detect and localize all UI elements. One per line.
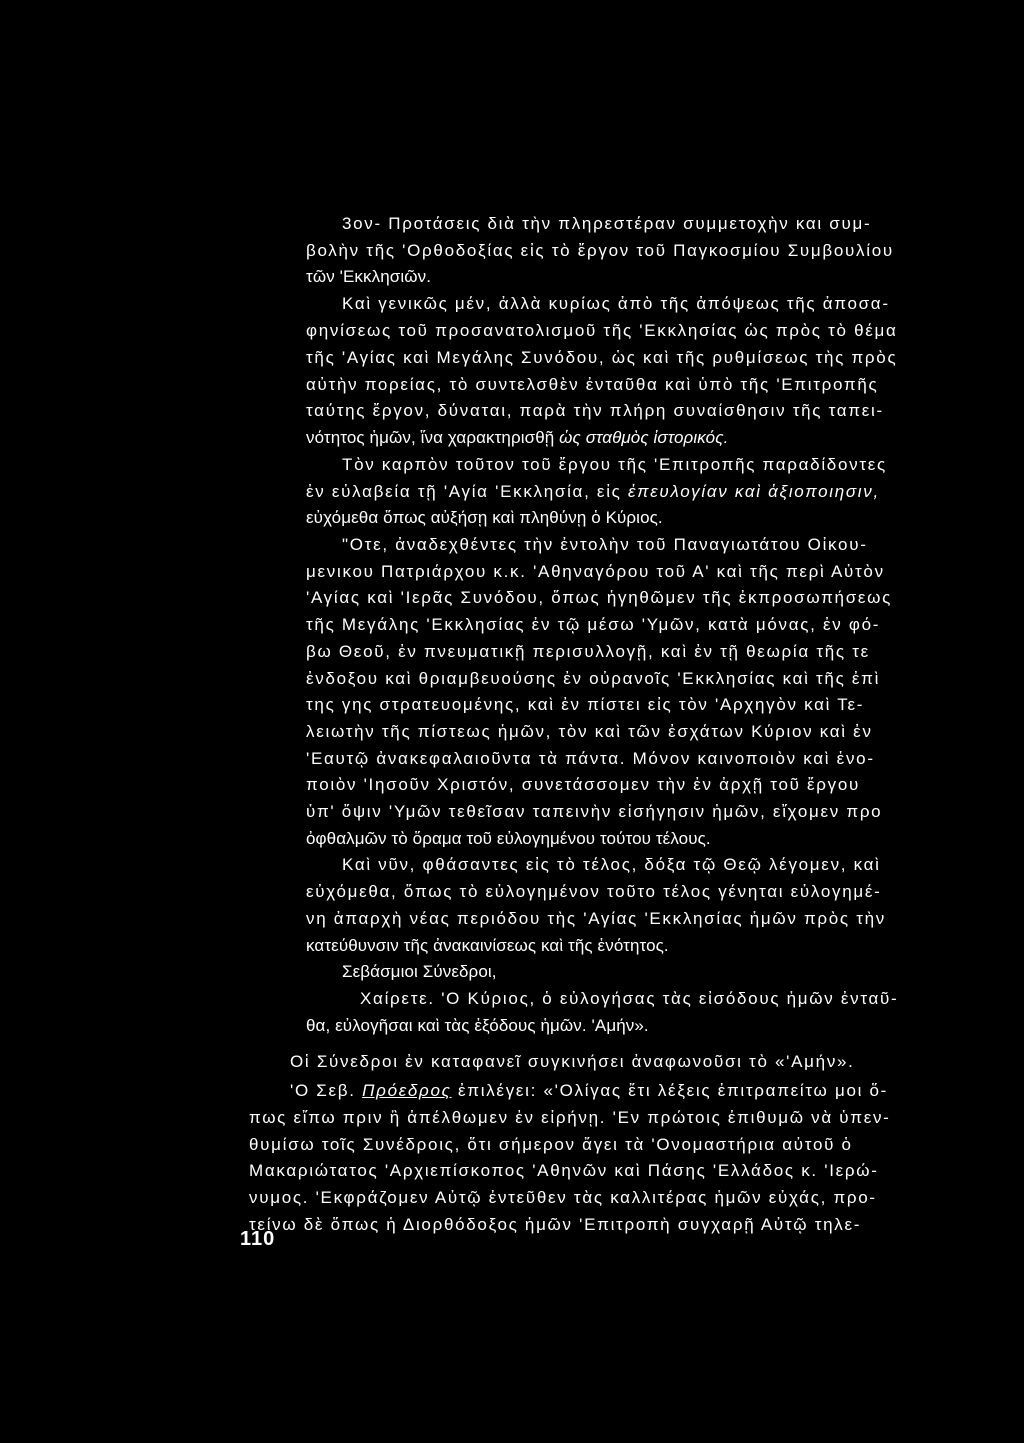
text-run: θα, εὐλογῆσαι καὶ τὰς ἐξόδους ἡμῶν. 'Αμήν». [306, 1016, 649, 1035]
text-line [306, 1015, 649, 1037]
text-line [306, 347, 897, 369]
text-line [306, 828, 711, 850]
text-line [306, 266, 431, 288]
text-line [342, 854, 881, 876]
text-line [342, 534, 868, 556]
text-line [306, 748, 875, 770]
text-run: κατεύθυνσιν τῆς ἀνακαινίσεως καὶ τῆς ἑνότητος. [306, 936, 669, 955]
text-line [290, 1051, 855, 1073]
text-run: "Οτε, ἀναδεχθέντες τὴν ἐντολὴν τοῦ Παναγιωτάτου Οἰκου- [342, 535, 868, 554]
text-line [306, 320, 898, 342]
text-line [342, 454, 887, 476]
text-run: Οἱ Σύνεδροι ἐν καταφανεῖ συγκινήσει ἀναφωνοῦσι τὸ «'Αμήν». [290, 1052, 855, 1071]
text-run: ὑπ' ὄψιν 'Υμῶν τεθεῖσαν ταπεινὴν εἰσήγησιν ἡμῶν, εἴχομεν προ [306, 802, 883, 821]
text-run: Πρόεδρος [362, 1081, 452, 1100]
text-line [306, 935, 669, 957]
text-line [342, 213, 871, 235]
text-run: πως εἴπω πριν ἢ ἀπέλθωμεν ἐν εἰρήνῃ. 'Εν πρώτοις ἐπιθυμῶ νὰ ὑπεν- [249, 1108, 891, 1127]
text-run: Χαίρετε. 'Ο Κύριος, ὁ εὐλογήσας τὰς εἰσόδους ἡμῶν ἐνταῦ- [360, 989, 899, 1008]
text-run: Μακαριώτατος 'Αρχιεπίσκοπος 'Αθηνῶν καὶ Πάσης 'Ελλάδος κ. 'Ιερώ- [249, 1161, 879, 1180]
text-line [306, 481, 880, 503]
text-line [306, 721, 873, 743]
text-line [306, 614, 880, 636]
text-line [306, 587, 892, 609]
text-run: τείνω δὲ ὅπως ἡ Διορθόδοξος ἡμῶν 'Επιτροπὴ συγχαρῇ Αὐτῷ τηλε- [249, 1215, 862, 1234]
text-run: θυμίσω τοῖς Συνέδροις, ὅτι σήμερον ἄγει τὰ 'Ονομαστήρια αὐτοῦ ὁ [249, 1135, 853, 1154]
text-line [306, 801, 882, 823]
page-number: 110 [240, 1228, 276, 1250]
text-run: βω Θεοῦ, ἐν πνευματικῇ περισυλλογῇ, καὶ ἐν τῇ θεωρία τῆς τε [306, 642, 870, 661]
text-run: 'Αγίας καὶ 'Ιερᾶς Συνόδου, ὅπως ἡγηθῶμεν τῆς ἐκπροσωπήσεως [306, 588, 893, 607]
text-run: ἐπευλογίαν καὶ ἀξιοποιησιν, [628, 482, 880, 501]
text-run: μενικου Πατριάρχου κ.κ. 'Αθηναγόρου τοῦ Α' καὶ τῆς περὶ Αὐτὸν [306, 562, 885, 581]
text-line [360, 988, 898, 1010]
text-run: τῆς Μεγάλης 'Εκκλησίας ἐν τῷ μέσω 'Υμῶν, κατὰ μόνας, ἐν φό- [306, 615, 881, 634]
text-line [306, 561, 885, 583]
text-run: 'Ο Σεβ. [290, 1081, 363, 1100]
text-line [306, 400, 884, 422]
text-run: ταύτης ἔργον, δύναται, παρὰ τὴν πλήρη συναίσθησιν τῆς ταπει- [306, 401, 884, 420]
text-line [342, 961, 497, 983]
text-line [306, 668, 880, 690]
text-run: ἐπιλέγει: «'Ολίγας ἔτι λέξεις ἐπιτραπείτω μοι ὅ- [451, 1081, 889, 1100]
text-run: νότητος ἡμῶν, ἵνα χαρακτηρισθῇ [306, 428, 560, 447]
text-run: ὡς σταθμὸς ἱστορικός. [559, 428, 729, 447]
text-line [306, 694, 864, 716]
text-line [249, 1107, 891, 1129]
text-line [306, 641, 870, 663]
text-run: λειωτὴν τῆς πίστεως ἡμῶν, τὸν καὶ τῶν ἐσχάτων Κύριον καὶ ἐν [306, 722, 873, 741]
text-run: αὐτὴν πορείας, τὸ συντελσθὲν ἐνταῦθα καὶ ὑπὸ τῆς 'Επιτροπῆς [306, 375, 879, 394]
text-run: ποιὸν 'Ιησοῦν Χριστόν, συνετάσσομεν τὴν ἐν ἀρχῇ τοῦ ἔργου [306, 775, 861, 794]
text-run: νη ἀπαρχὴ νέας περιόδου τὴς 'Αγίας 'Εκκλησίας ἡμῶν πρὸς τὴν [306, 909, 886, 928]
text-run: τῶν 'Εκκλησιῶν. [306, 267, 432, 286]
text-line [306, 507, 663, 529]
text-run: ὀφθαλμῶν τὸ ὅραμα τοῦ εὐλογημένου τούτου τέλους. [306, 829, 711, 848]
text-line [306, 374, 878, 396]
text-line [249, 1134, 853, 1156]
text-line [249, 1160, 879, 1182]
text-line [306, 427, 728, 449]
text-run: βολὴν τῆς 'Ορθοδοξίας εἰς τὸ ἔργον τοῦ Παγκοσμίου Συμβουλίου [306, 241, 894, 260]
text-run: της γης στρατευομένης, καὶ ἐν πίστει εἰς τὸν 'Αρχηγὸν καὶ Τε- [306, 695, 865, 714]
text-line [306, 908, 886, 930]
text-run: 3ον- Προτάσεις διὰ τὴν πληρεστέραν συμμετοχὴν και συμ- [342, 214, 872, 233]
text-run: εὐχόμεθα, ὅπως τὸ εὐλογημένον τοῦτο τέλος γένηται εὐλογημέ- [306, 882, 882, 901]
text-run: φηνίσεως τοῦ προσανατολισμοῦ τῆς 'Εκκλησίας ὡς πρὸς τὸ θέμα [306, 321, 898, 340]
text-line [306, 240, 894, 262]
text-line [306, 881, 882, 903]
text-line [342, 293, 890, 315]
text-run: Καὶ γενικῶς μέν, ἀλλὰ κυρίως ἀπὸ τῆς ἀπόψεως τῆς ἀποσα- [342, 294, 890, 313]
text-line [290, 1080, 888, 1102]
text-line [249, 1214, 861, 1236]
text-run: ἐνδοξου καὶ θριαμβευούσης ἐν οὐρανοῖς 'Εκκλησίας καὶ τῆς ἐπὶ [306, 669, 881, 688]
text-run: Καὶ νῦν, φθάσαντες εἰς τὸ τέλος, δόξα τῷ Θεῷ λέγομεν, καὶ [342, 855, 881, 874]
text-run: 'Εαυτῷ ἀνακεφαλαιοῦντα τὰ πάντα. Μόνον καινοποιὸν καὶ ἑνο- [306, 749, 875, 768]
text-line [249, 1187, 877, 1209]
text-run: Σεβάσμιοι Σύνεδροι, [342, 962, 497, 981]
text-line [306, 774, 860, 796]
text-run: τῆς 'Αγίας καὶ Μεγάλης Συνόδου, ὡς καὶ τῆς ρυθμίσεως τὴς πρὸς [306, 348, 898, 367]
text-run: Τὸν καρπὸν τοῦτον τοῦ ἔργου τῆς 'Επιτροπῆς παραδίδοντες [342, 455, 887, 474]
text-run: εὐχόμεθα ὅπως αὐξήσῃ καὶ πληθύνῃ ὁ Κύριος. [306, 508, 663, 527]
text-run: νυμος. 'Εκφράζομεν Αὐτῷ ἐντεῦθεν τὰς καλλιτέρας ἡμῶν εὐχάς, προ- [249, 1188, 877, 1207]
text-run: ἐν εὐλαβεία τῇ 'Αγία 'Εκκλησία, εἰς [306, 482, 628, 501]
